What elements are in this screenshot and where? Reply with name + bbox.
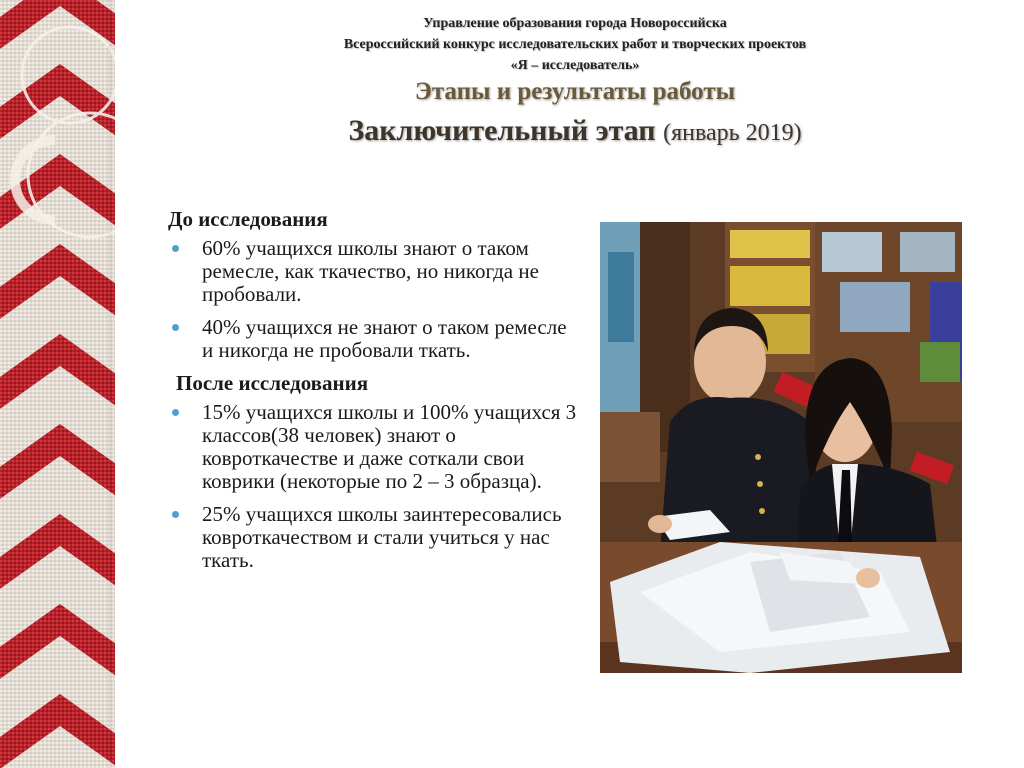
photo-illustration [600,222,962,673]
list-item-text: 60% учащихся школы знают о таком ремесле, как ткачество, но никогда не пробовали. [202,236,539,306]
list-item [160,401,580,493]
bullet-icon [172,409,179,416]
list-item-text: 40% учащихся не знают о таком ремесле и никогда не пробовали ткать. [202,315,567,362]
chevron-pattern [0,0,115,768]
header-organization: Управление образования города Новороссийска [423,16,727,31]
before-heading: До исследования [168,207,328,231]
list-item [160,237,580,306]
bullet-icon [172,324,179,331]
results-text [160,208,580,582]
stage-label: Заключительный этап [348,114,656,147]
students-photo [600,222,962,673]
header-contest: Всероссийский конкурс исследовательских работ и творческих проектов [343,37,807,52]
bullet-icon [172,511,179,518]
before-list [160,237,580,362]
list-item [160,503,580,572]
after-heading: После исследования [176,371,369,395]
bullet-icon [172,245,179,252]
stage-date: (январь 2019) [663,120,802,146]
list-item [160,316,580,362]
after-list [160,401,580,572]
list-item-text: 25% учащихся школы заинтересовались ковроткачеством и стали учиться у нас ткать. [202,502,562,572]
list-item-text: 15% учащихся школы и 100% учащихся 3 классов(38 человек) знают о ковроткачестве и даже соткали свои коврики (некоторые по 2 – 3 образца). [202,400,577,493]
woven-pattern-band [0,0,115,768]
header-contest-name: «Я – исследователь» [510,58,640,73]
slide-subtitle [150,114,1000,148]
slide-title: Этапы и результаты работы [414,78,736,105]
band-edge-shadow [108,0,115,768]
